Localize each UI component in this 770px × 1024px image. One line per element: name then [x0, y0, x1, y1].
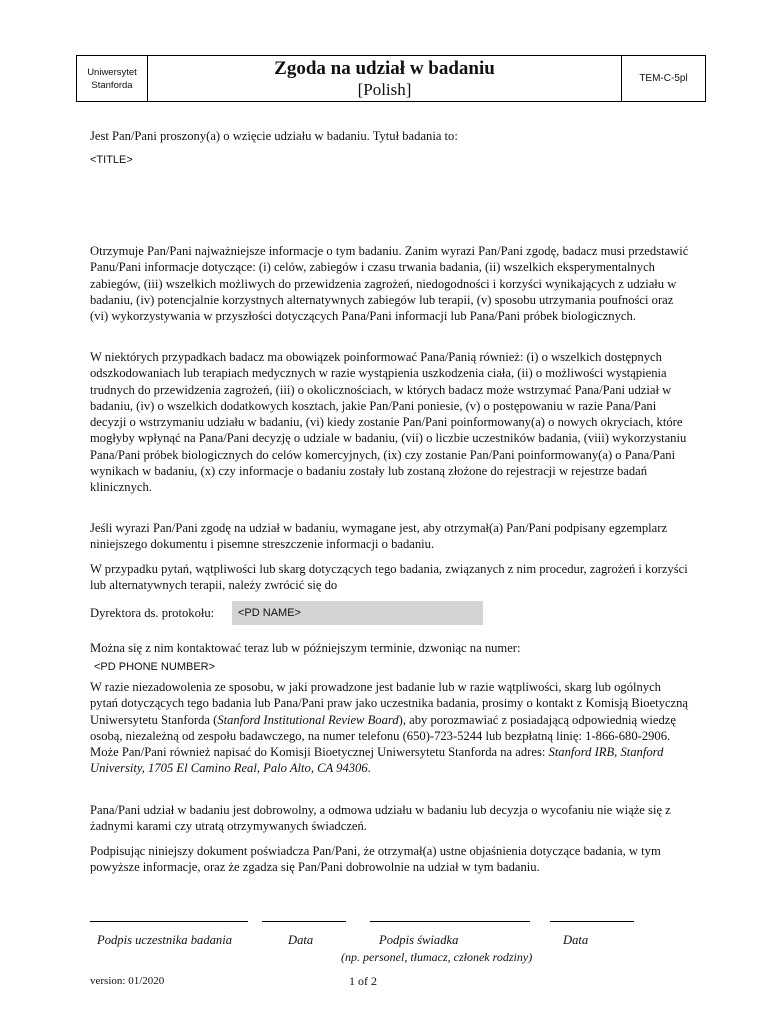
study-title-placeholder: <TITLE> — [90, 154, 133, 166]
page-number: 1 of 2 — [349, 974, 377, 988]
irb-text-start: W razie niezadowolenia ze sposobu, w jaki prowadzone jest badanie lub w razie wątpliwości, skarg lub ogólnych pytań dotyczących tego badania lub Pana/Pani praw jako uczestnika badania, prosimy o kontakt z Komisją Bioetyczną Uniwersytetu Stanforda ( — [90, 680, 689, 727]
irb-text-middle: ), aby porozmawiać z posiadającą odpowiednią wiedzę osobą, niezależną od zespołu badawczego, na numer telefonu (650)-723-5244 lub bezpłatną linię: 1-866-680-2906. Może Pan/Pani również napisać do Komisji Bioetycznej Uniwersytetu Stanforda na adres: — [90, 712, 676, 760]
participant-date-label: Data — [288, 933, 314, 947]
pd-phone-placeholder: <PD PHONE NUMBER> — [94, 661, 216, 673]
participant-signature-label: Podpis uczestnika badania — [97, 933, 233, 947]
document-title: Zgoda na udział w badaniu — [274, 57, 495, 79]
signed-copy-paragraph: Jeśli wyrazi Pan/Pani zgodę na udział w badaniu, wymagane jest, aby otrzymał(a) Pan/Pani podpisany egzemplarz niniejszego dokumentu i pisemne streszczenie informacji o badaniu. — [90, 521, 668, 552]
irb-address: Stanford IRB, Stanford University, 1705 El Camino Real, Palo Alto, CA 94306 — [90, 745, 664, 776]
key-information-paragraph: Otrzymuje Pan/Pani najważniejsze informacje o tym badaniu. Zanim wyrazi Pan/Pani zgodę, badacz musi przedstawić Panu/Pani informacje dotyczące: (i) celów, zabiegów i czasu trwania badania, (ii) wszelkich eksperymentalnych zabiegów, (iii) wszelkich możliwych do przewidzenia zagrożeń, niedogodności i korzyści wynikających z udziału w badaniu, (iv) potencjalnie korzystnych alternatywnych zabiegów lub terapii, (v) sposobu utrzymania poufności oraz (vi) wykorzystywania w przyszłości dotyczących Pana/Pani informacji lub Pana/Pani próbek biologicznych. — [90, 244, 689, 324]
institution-cell — [77, 56, 148, 101]
witness-date-label: Data — [563, 933, 589, 947]
witness-note: (np. personel, tłumacz, członek rodziny) — [341, 950, 533, 964]
version-label: version: 01/2020 — [90, 975, 165, 987]
consent-statement-paragraph: Podpisując niniejszy dokument poświadcza Pan/Pani, że otrzymał(a) ustne objaśnienia dotyczące badania, w tym powyższe informacje, oraz że zgadza się Pan/Pani dobrowolnie na udział w tym badaniu. — [90, 844, 661, 875]
voluntary-participation-paragraph: Pana/Pani udział w badaniu jest dobrowolny, a odmowa udziału w badaniu lub decyzja o wycofaniu nie wiąże się z żadnymi karami czy utratą otrzymywanych świadczeń. — [90, 803, 671, 834]
institution-line2: Stanforda — [91, 79, 133, 91]
additional-information-paragraph: W niektórych przypadkach badacz ma obowiązek poinformować Pana/Panią również: (i) o wszelkich dostępnych odszkodowaniach lub terapiach medycznych w razie wystąpienia uszkodzenia ciała, (ii) o możliwości wystąpienia trudnych do przewidzenia zagrożeń, (iii) o okolicznościach, w których badacz może wstrzymać Pana/Pani udział w badaniu, (iv) o wszelkich dodatkowych kosztach, jakie Pan/Pani poniesie, (v) o postępowaniu w razie Pana/Pani decyzji o wstrzymaniu udziału w badaniu, (vi) kiedy zostanie Pan/Pani poinformowany(a) o nowych okryciach, które mogłyby wpłynąć na Pana/Pani decyzję o udziale w badaniu, (vii) o liczbie uczestników badania, (viii) wykorzystaniu Pana/Pani próbek biologicznych do celów komercyjnych, (ix) czy zostanie Pan/Pani poinformowany(a) o Pana/Pani wynikach w badaniu, (x) czy informacje o badaniu zostały lub zostaną złożone do rejestracji w rejestrze badań klinicznych. — [90, 350, 687, 495]
participant-signature-line[interactable] — [90, 921, 248, 922]
irb-text-end: . — [367, 761, 371, 776]
witness-date-line[interactable] — [550, 921, 634, 922]
witness-signature-label: Podpis świadka — [379, 933, 459, 947]
participant-date-line[interactable] — [262, 921, 346, 922]
contact-line: Można się z nim kontaktować teraz lub w późniejszym terminie, dzwoniąc na numer: — [90, 641, 521, 655]
form-code: TEM-C-5pl — [639, 73, 688, 84]
document-header — [76, 55, 706, 102]
intro-text: Jest Pan/Pani proszony(a) o wzięcie udziału w badaniu. Tytuł badania to: — [90, 129, 458, 143]
witness-signature-line[interactable] — [370, 921, 530, 922]
institution-line1: Uniwersytet — [87, 66, 137, 78]
document-language: [Polish] — [357, 79, 412, 99]
protocol-director-label: Dyrektora ds. protokołu: — [90, 606, 215, 620]
questions-paragraph: W przypadku pytań, wątpliwości lub skarg dotyczących tego badania, związanych z nim procedur, zagrożeń i korzyści lub alternatywnych terapii, należy zwrócić się do — [90, 562, 688, 593]
protocol-director-name-field[interactable]: <PD NAME> — [232, 601, 483, 625]
irb-name: Stanford Institutional Review Board — [217, 712, 399, 727]
irb-contact-paragraph — [90, 679, 690, 777]
title-cell — [148, 56, 621, 101]
form-code-cell — [621, 56, 705, 101]
